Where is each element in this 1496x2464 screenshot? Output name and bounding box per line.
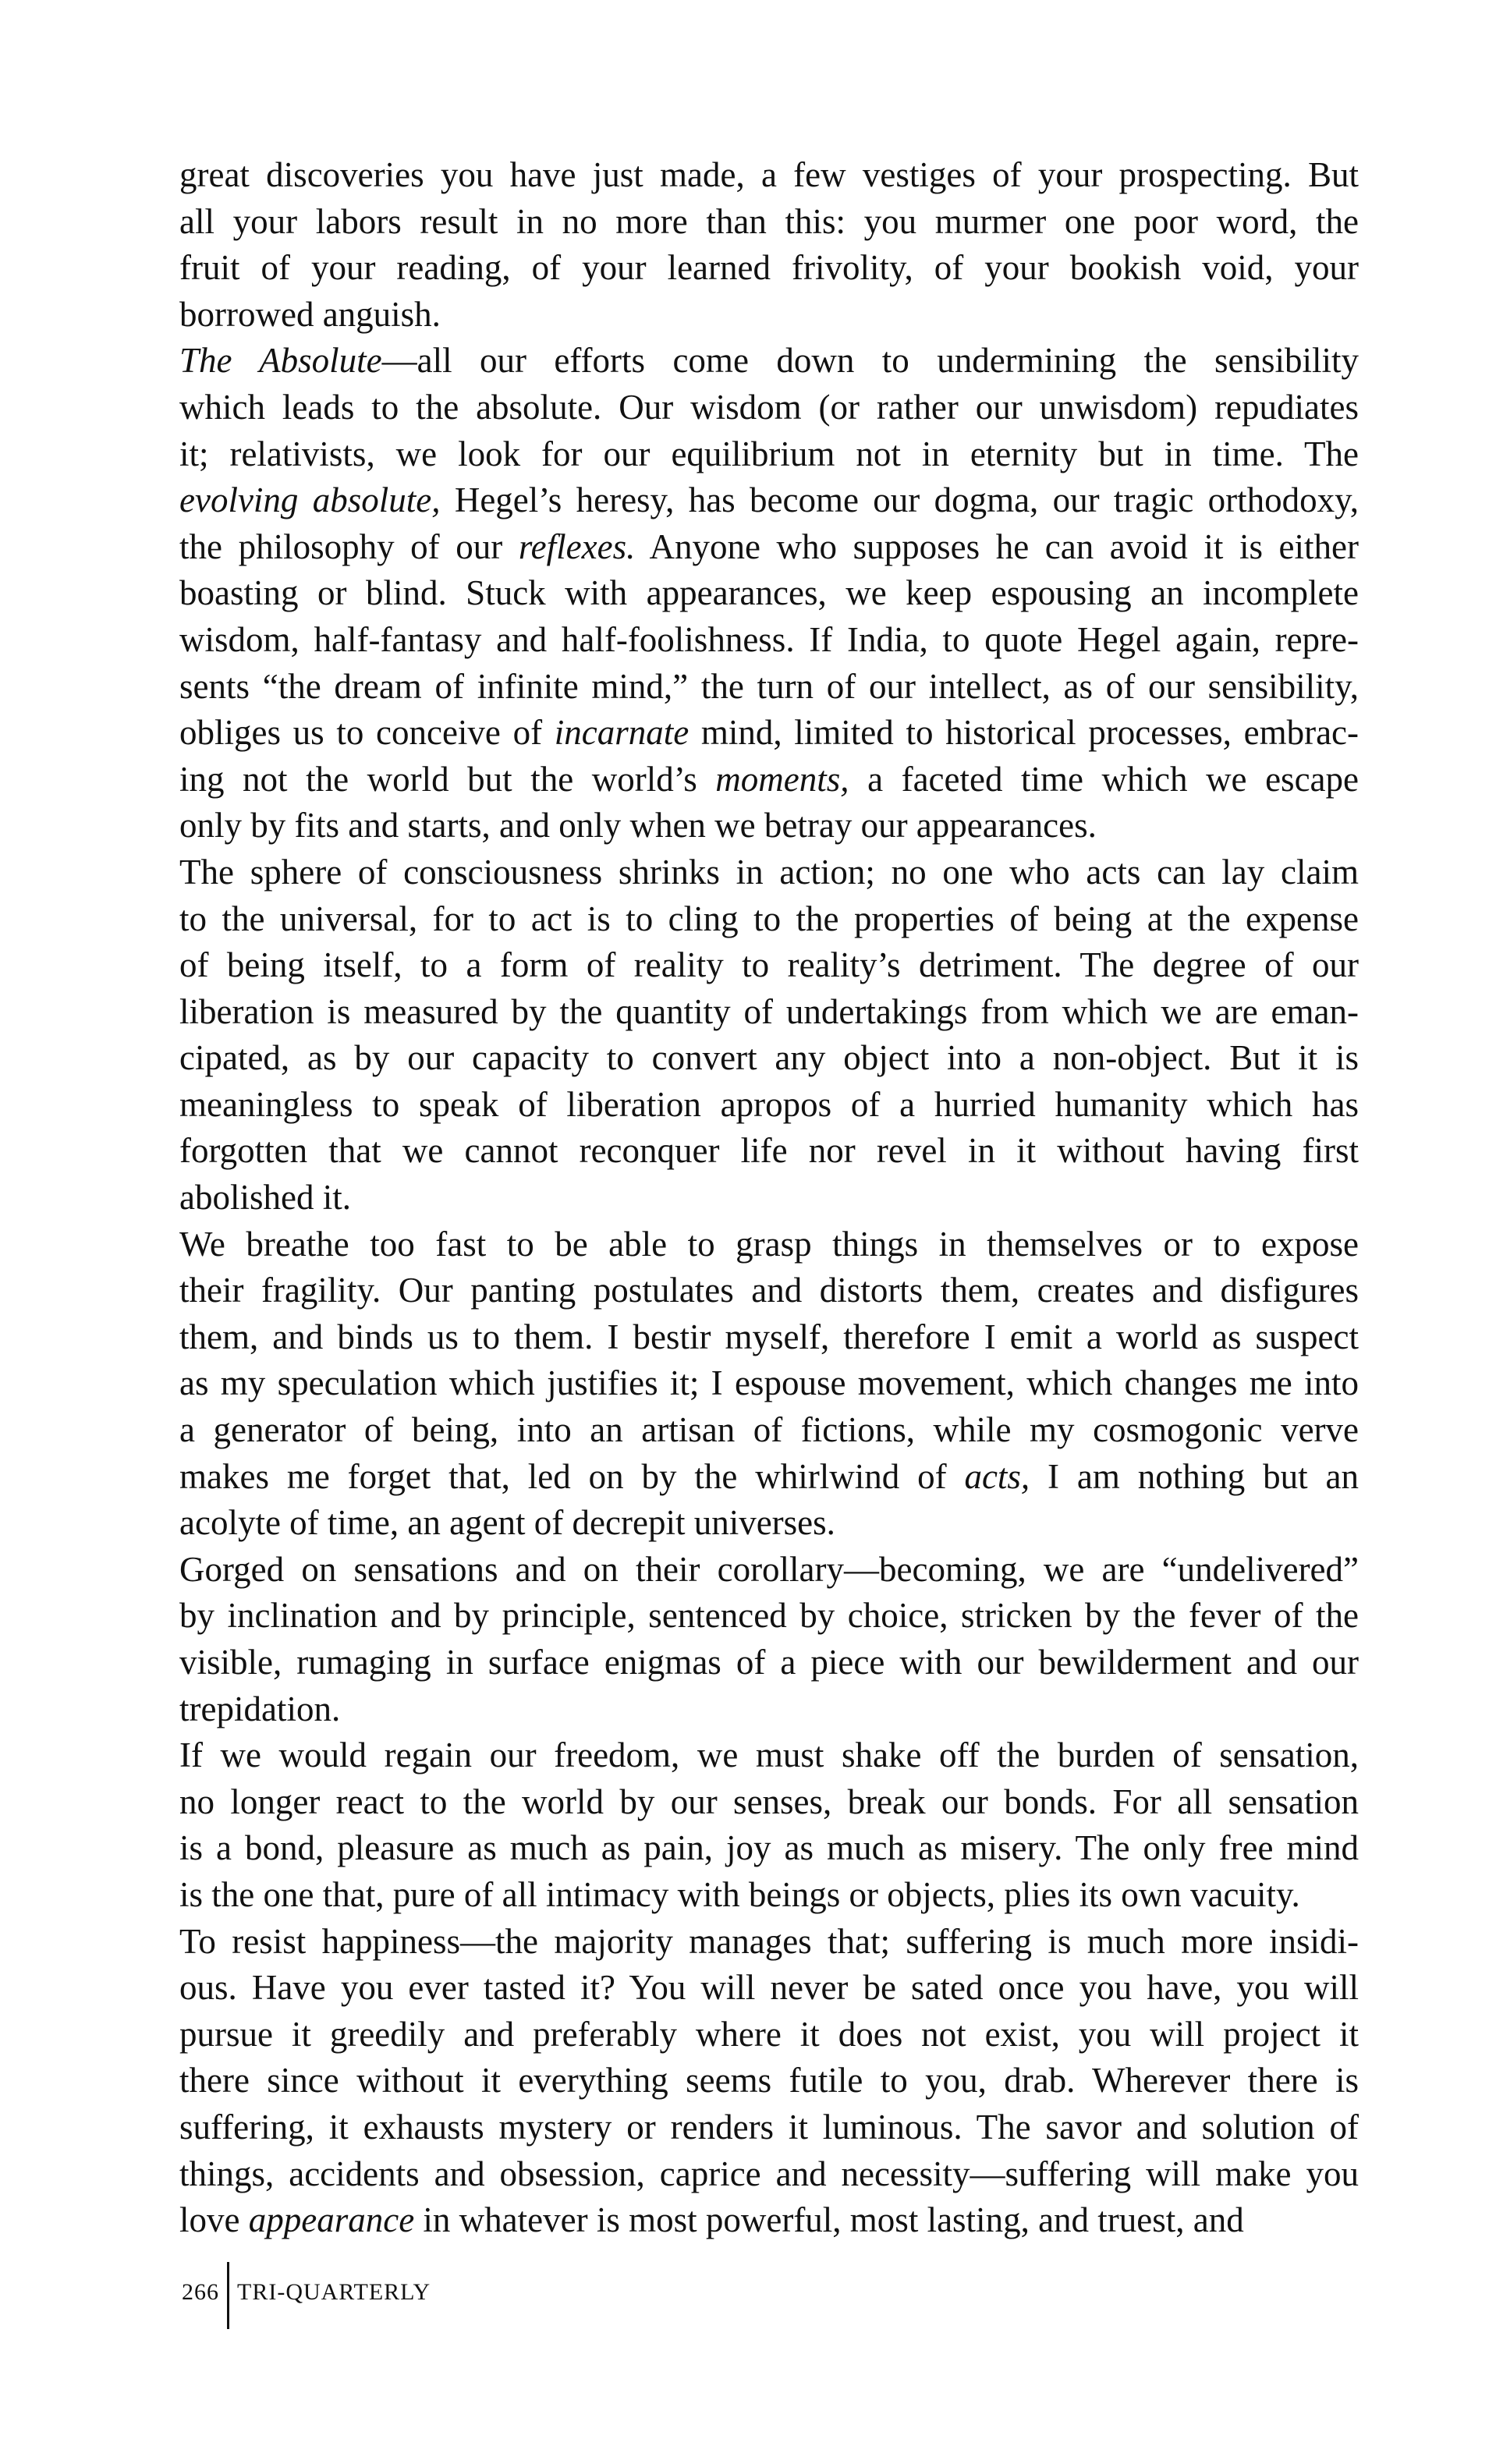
text-line [179,199,1359,246]
text-segment: sents “the dream of infinite mind,” the turn of our intellect, as of our sensibility, [179,666,1359,706]
text-segment: a generator of being, into an artisan of fictions, while my cosmogonic verve [179,1410,1359,1450]
text-segment: great discoveries you have just made, a few vestiges of your prospecting. But [179,155,1359,194]
text-line [179,1221,1359,1268]
text-segment: fruit of your reading, of your learned frivolity, of your bookish void, your [179,248,1359,288]
text-line [179,1360,1359,1407]
text-line [179,1686,1359,1733]
text-segment: acolyte of time, an agent of decrepit universes. [179,1503,835,1543]
text-segment: of being itself, to a form of reality to reality’s detriment. The degree of our [179,945,1359,985]
text-line [179,942,1359,989]
text-line [179,292,1359,339]
text-segment: all your labors result in no more than this: you murmer one poor word, the [179,201,1359,241]
text-line [179,710,1359,757]
text-line [179,2197,1359,2244]
text-segment: cipated, as by our capacity to convert any object into a non-object. But it is [179,1038,1359,1078]
text-segment: suffering, it exhausts mystery or renders it luminous. The savor and solution of [179,2107,1359,2147]
italic-text: incarnate [554,713,690,753]
page-number: 266 [182,2279,219,2305]
text-line [179,1128,1359,1175]
text-segment: wisdom, half-fantasy and half-foolishness. If India, to quote Hegel again, repre- [179,619,1359,659]
text-segment: which leads to the absolute. Our wisdom (or rather our unwisdom) repudiates [179,387,1359,427]
text-line [179,1825,1359,1872]
page-footer [182,2268,431,2315]
text-segment: Hegel’s heresy, has become our dogma, our tragic orthodoxy, [440,480,1359,520]
text-segment: obliges us to conceive of [179,713,555,753]
text-segment: liberation is measured by the quantity of undertakings from which we are eman- [179,991,1359,1031]
text-line [179,1732,1359,1779]
text-segment: The sphere of consciousness shrinks in action; no one who acts can lay claim [179,852,1359,892]
paragraph [179,1221,1359,1547]
text-segment: in whatever is most powerful, most lasting, and truest, and [414,2200,1244,2240]
paragraph [179,1919,1359,2244]
italic-text: acts, [964,1456,1030,1496]
text-line [179,1454,1359,1501]
text-segment: the philosophy of our [179,526,519,566]
text-segment: visible, rumaging in surface enigmas of a piece with our bewilderment and our [179,1643,1359,1682]
text-line [179,1919,1359,1966]
italic-text: evolving absolute, [179,480,441,520]
text-segment: their fragility. Our panting postulates and distorts them, creates and disfigures [179,1271,1359,1310]
text-line [179,1175,1359,1221]
text-line [179,477,1359,524]
body-text [179,152,1359,2244]
text-segment: meaningless to speak of liberation apropos of a hurried humanity which has [179,1084,1359,1124]
text-line [179,1779,1359,1826]
text-line [179,245,1359,292]
text-line [179,2012,1359,2058]
text-line [179,757,1359,803]
text-line [179,803,1359,849]
paragraph [179,849,1359,1221]
text-line [179,385,1359,431]
text-line [179,1593,1359,1640]
paragraph [179,1732,1359,1918]
text-segment: borrowed anguish. [179,294,441,334]
text-line [179,1965,1359,2012]
text-segment: a faceted time which we escape [849,759,1359,799]
text-line [179,570,1359,617]
italic-text: The Absolute [179,341,382,381]
text-segment: is the one that, pure of all intimacy with beings or objects, plies its own vacuity. [179,1874,1300,1914]
italic-text: moments, [715,759,849,799]
text-segment: abolished it. [179,1178,351,1218]
text-line [179,2151,1359,2198]
text-segment: mind, limited to historical processes, embrac- [689,713,1359,753]
text-segment: as my speculation which justifies it; I espouse movement, which changes me into [179,1363,1359,1403]
text-line [179,1267,1359,1314]
text-segment: ing not the world but the world’s [179,759,716,799]
italic-text: appearance [248,2200,415,2240]
text-segment: pursue it greedily and preferably where it does not exist, you will project it [179,2014,1359,2054]
text-segment: by inclination and by principle, sentenced by choice, stricken by the fever of the [179,1596,1359,1636]
text-segment: is a bond, pleasure as much as pain, joy as much as misery. The only free mind [179,1828,1359,1868]
text-line [179,1640,1359,1686]
journal-title: TRI-QUARTERLY [237,2279,431,2305]
text-segment: If we would regain our freedom, we must shake off the burden of sensation, [179,1735,1359,1775]
text-segment: boasting or blind. Stuck with appearances, we keep espousing an incomplete [179,573,1359,613]
text-segment: Gorged on sensations and on their corollary—becoming, we are “undelivered” [179,1549,1359,1589]
text-line [179,664,1359,711]
text-line [179,989,1359,1036]
text-line [179,2104,1359,2151]
text-line [179,1872,1359,1919]
text-segment: ous. Have you ever tasted it? You will never be sated once you have, you will [179,1968,1359,2008]
text-segment: to the universal, for to act is to cling to the properties of being at the expense [179,899,1359,938]
text-segment: Anyone who supposes he can avoid it is either [635,526,1359,566]
text-segment: there since without it everything seems futile to you, drab. Wherever there is [179,2061,1359,2101]
paragraph [179,1547,1359,1732]
text-segment: only by fits and starts, and only when we betray our appearances. [179,806,1097,846]
text-segment: it; relativists, we look for our equilibrium not in eternity but in time. The [179,434,1359,473]
text-line [179,1035,1359,1082]
text-segment: trepidation. [179,1689,341,1728]
text-line [179,896,1359,943]
text-segment: —all our efforts come down to undermining the sensibility [381,341,1359,381]
text-line [179,338,1359,385]
text-segment: forgotten that we cannot reconquer life nor revel in it without having first [179,1131,1359,1171]
paragraph [179,152,1359,338]
text-segment: To resist happiness—the majority manages that; suffering is much more insidi- [179,1921,1359,1961]
text-line [179,524,1359,571]
text-line [179,431,1359,478]
text-segment: We breathe too fast to be able to grasp things in themselves or to expose [179,1224,1359,1264]
text-segment: I am nothing but an [1030,1456,1359,1496]
text-segment: them, and binds us to them. I bestir myself, therefore I emit a world as suspect [179,1317,1359,1356]
italic-text: reflexes. [518,526,636,566]
text-line [179,1314,1359,1361]
paragraph [179,338,1359,849]
text-line [179,2058,1359,2104]
text-line [179,1547,1359,1594]
text-segment: things, accidents and obsession, caprice and necessity—suffering will make you [179,2154,1359,2193]
text-line [179,617,1359,664]
text-segment: love [179,2200,249,2240]
text-line [179,1500,1359,1547]
text-segment: makes me forget that, led on by the whirlwind of [179,1456,965,1496]
text-line [179,1082,1359,1129]
text-line [179,849,1359,896]
text-line [179,152,1359,199]
text-segment: no longer react to the world by our senses, break our bonds. For all sensation [179,1782,1359,1821]
text-line [179,1407,1359,1454]
